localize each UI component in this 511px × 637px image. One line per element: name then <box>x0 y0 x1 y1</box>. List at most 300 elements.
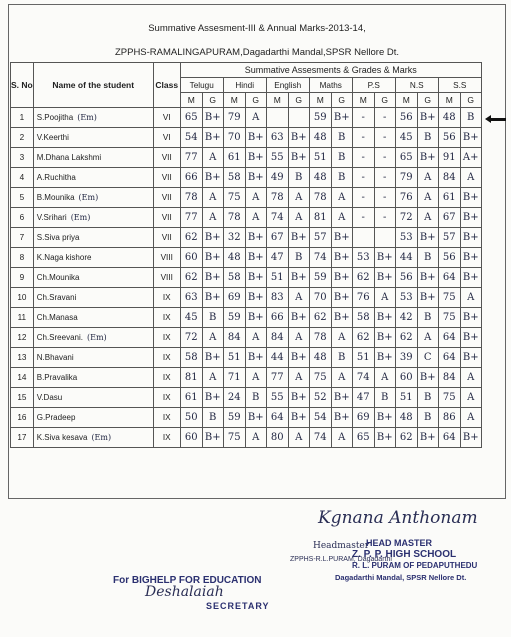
grade-cell: B+ <box>460 188 481 208</box>
grade-cell: B+ <box>374 268 395 288</box>
serial-number: 16 <box>11 408 34 428</box>
student-name: A.Ruchitha <box>36 173 76 182</box>
grade-cell: B+ <box>460 348 481 368</box>
marks-cell: - <box>352 108 374 128</box>
grade-cell: B+ <box>288 148 309 168</box>
grade-cell: B <box>374 388 395 408</box>
student-row <box>11 348 482 368</box>
marks-cell: 58 <box>352 308 374 328</box>
grade-cell: - <box>374 128 395 148</box>
student-name: V.Dasu <box>36 393 63 402</box>
marks-cell: 72 <box>180 328 202 348</box>
grade-cell: A <box>245 188 266 208</box>
serial-number: 4 <box>11 168 34 188</box>
student-name: K.Siva kesava <box>36 433 88 442</box>
student-name-cell <box>33 168 153 188</box>
serial-number: 17 <box>11 428 34 448</box>
student-name: V.Srihari <box>36 213 67 222</box>
student-row <box>11 388 482 408</box>
grade-cell: A <box>202 208 223 228</box>
class-cell: VII <box>153 148 180 168</box>
marks-cell: 51 <box>309 148 331 168</box>
marks-cell: 71 <box>223 368 245 388</box>
grade-cell: B+ <box>374 408 395 428</box>
grade-cell: A <box>245 368 266 388</box>
marks-cell: 48 <box>309 128 331 148</box>
grade-cell: A <box>288 288 309 308</box>
marks-cell: 75 <box>438 388 460 408</box>
marks-cell: 84 <box>266 328 288 348</box>
marks-cell: 53 <box>352 248 374 268</box>
marks-cell: 83 <box>266 288 288 308</box>
serial-number: 11 <box>11 308 34 328</box>
student-name-cell <box>33 128 153 148</box>
marks-cell: 81 <box>309 208 331 228</box>
marks-cell: 75 <box>438 288 460 308</box>
grade-cell <box>374 228 395 248</box>
marks-cell: 56 <box>438 128 460 148</box>
marks-cell: 69 <box>223 288 245 308</box>
marks-cell: 78 <box>180 188 202 208</box>
student-name-cell <box>33 268 153 288</box>
grade-cell: A <box>417 168 438 188</box>
student-name-cell <box>33 308 153 328</box>
marks-cell: 51 <box>395 388 417 408</box>
headmaster-signature: Kgnana Anthonam <box>318 508 478 528</box>
marks-cell: 62 <box>352 268 374 288</box>
grade-cell: A <box>288 428 309 448</box>
marks-cell: 55 <box>266 388 288 408</box>
grade-cell: - <box>374 188 395 208</box>
grade-cell: B+ <box>202 388 223 408</box>
class-cell: IX <box>153 348 180 368</box>
marks-cell: 62 <box>180 268 202 288</box>
grade-cell: A <box>288 208 309 228</box>
medium-note: (Em) <box>78 193 99 202</box>
student-row <box>11 368 482 388</box>
class-cell: IX <box>153 308 180 328</box>
marks-cell: - <box>352 148 374 168</box>
marks-column-header: M <box>223 93 245 108</box>
marks-cell: 61 <box>180 388 202 408</box>
marks-cell: 64 <box>438 328 460 348</box>
serial-number: 15 <box>11 388 34 408</box>
student-name-cell <box>33 388 153 408</box>
group-header: Summative Assesments & Grades & Marks <box>180 63 481 78</box>
grade-cell: A <box>460 388 481 408</box>
student-row <box>11 208 482 228</box>
marks-cell: 62 <box>309 308 331 328</box>
serial-number: 5 <box>11 188 34 208</box>
student-row <box>11 228 482 248</box>
class-cell: VI <box>153 128 180 148</box>
grade-cell: B+ <box>374 248 395 268</box>
marks-cell: 45 <box>180 308 202 328</box>
serial-number: 2 <box>11 128 34 148</box>
grade-cell: B+ <box>288 348 309 368</box>
grade-cell: A <box>331 368 352 388</box>
student-name-cell <box>33 408 153 428</box>
marks-column-header: M <box>352 93 374 108</box>
marks-column-header: M <box>438 93 460 108</box>
grade-cell: A <box>245 328 266 348</box>
marks-cell: 77 <box>180 208 202 228</box>
student-name-cell <box>33 248 153 268</box>
grade-column-header: G <box>374 93 395 108</box>
grade-cell: B+ <box>245 268 266 288</box>
serial-number: 8 <box>11 248 34 268</box>
grade-cell: B <box>331 348 352 368</box>
marks-cell: 76 <box>395 188 417 208</box>
grade-cell: B+ <box>202 428 223 448</box>
grade-cell: A <box>331 328 352 348</box>
student-name: Ch.Sreevani. <box>36 333 83 342</box>
grade-cell: B+ <box>417 108 438 128</box>
marks-cell: 45 <box>395 128 417 148</box>
grade-cell: B+ <box>417 368 438 388</box>
marks-cell: 86 <box>438 408 460 428</box>
subject-header: Maths <box>309 78 352 93</box>
grade-cell: A <box>245 108 266 128</box>
grade-cell: B <box>417 408 438 428</box>
student-name-cell <box>33 368 153 388</box>
marks-cell: 51 <box>266 268 288 288</box>
marks-cell: 48 <box>223 248 245 268</box>
grade-cell: A <box>202 148 223 168</box>
student-name-cell <box>33 208 153 228</box>
student-row <box>11 428 482 448</box>
marks-cell: 84 <box>438 368 460 388</box>
grade-cell: B+ <box>288 308 309 328</box>
grade-column-header: G <box>245 93 266 108</box>
marks-cell: 79 <box>395 168 417 188</box>
grade-cell: A <box>460 408 481 428</box>
marks-cell: 49 <box>266 168 288 188</box>
marks-cell: 84 <box>438 168 460 188</box>
grade-column-header: G <box>331 93 352 108</box>
grade-cell: B+ <box>417 228 438 248</box>
grade-cell: B+ <box>460 228 481 248</box>
subject-header: P.S <box>352 78 395 93</box>
marks-column-header: M <box>266 93 288 108</box>
marks-cell: 69 <box>352 408 374 428</box>
marks-cell: 51 <box>223 348 245 368</box>
grade-cell: B+ <box>202 228 223 248</box>
grade-cell: A <box>202 328 223 348</box>
marks-cell: 60 <box>395 368 417 388</box>
marks-cell: 58 <box>180 348 202 368</box>
student-name-cell <box>33 348 153 368</box>
marks-cell: 39 <box>395 348 417 368</box>
grade-cell: A <box>374 288 395 308</box>
grade-column-header: G <box>202 93 223 108</box>
marks-cell: 61 <box>438 188 460 208</box>
marks-cell: 62 <box>352 328 374 348</box>
marks-cell: 62 <box>395 428 417 448</box>
grade-cell: B+ <box>331 408 352 428</box>
grade-cell: B+ <box>374 308 395 328</box>
student-name: N.Bhavani <box>36 353 74 362</box>
marks-cell: 64 <box>438 348 460 368</box>
grade-cell: B+ <box>460 268 481 288</box>
class-cell: VIII <box>153 248 180 268</box>
medium-note: (Em) <box>70 213 91 222</box>
marks-cell: - <box>352 128 374 148</box>
grade-cell: B+ <box>288 268 309 288</box>
grade-cell: B+ <box>331 228 352 248</box>
marks-cell: 47 <box>266 248 288 268</box>
marks-cell: 59 <box>309 108 331 128</box>
secretary-signature: Deshalaiah <box>145 584 224 600</box>
student-row <box>11 108 482 128</box>
grade-cell: B+ <box>202 268 223 288</box>
marks-cell: 70 <box>223 128 245 148</box>
student-name: V.Keerthi <box>36 133 69 142</box>
grade-cell: A <box>417 328 438 348</box>
grade-cell: A <box>288 328 309 348</box>
student-row <box>11 328 482 348</box>
grade-cell <box>288 108 309 128</box>
grade-cell: A <box>417 208 438 228</box>
grade-column-header: G <box>417 93 438 108</box>
grade-cell: B+ <box>245 148 266 168</box>
grade-cell: A <box>245 208 266 228</box>
marks-cell: 75 <box>223 188 245 208</box>
marks-cell: 70 <box>309 288 331 308</box>
grade-cell: B <box>417 308 438 328</box>
marks-table <box>10 62 482 448</box>
marks-table-body <box>11 108 482 448</box>
subject-header: Hindi <box>223 78 266 93</box>
student-row <box>11 308 482 328</box>
grade-cell: A <box>288 188 309 208</box>
student-name-cell <box>33 108 153 128</box>
grade-cell: B+ <box>417 268 438 288</box>
marks-cell: 77 <box>266 368 288 388</box>
marks-column-header: M <box>180 93 202 108</box>
grade-cell: B+ <box>460 208 481 228</box>
stamp-line3: R. L. PURAM OF PEDAPUTHEDU <box>352 561 478 570</box>
grade-cell: B <box>417 248 438 268</box>
marks-cell: 66 <box>266 308 288 328</box>
grade-cell: A <box>417 188 438 208</box>
serial-number: 6 <box>11 208 34 228</box>
grade-cell: - <box>374 108 395 128</box>
marks-cell: 64 <box>438 268 460 288</box>
grade-cell: B+ <box>374 328 395 348</box>
student-name-cell <box>33 228 153 248</box>
grade-cell: B+ <box>331 308 352 328</box>
class-cell: IX <box>153 428 180 448</box>
marks-cell: 74 <box>352 368 374 388</box>
grade-cell: B+ <box>202 168 223 188</box>
student-name: K.Naga kishore <box>36 253 92 262</box>
marks-cell: 72 <box>395 208 417 228</box>
grade-cell: - <box>374 148 395 168</box>
grade-cell: B+ <box>331 268 352 288</box>
subject-header: S.S <box>438 78 481 93</box>
marks-column-header: M <box>395 93 417 108</box>
class-cell: VII <box>153 228 180 248</box>
class-cell: IX <box>153 288 180 308</box>
grade-cell: B+ <box>460 428 481 448</box>
medium-note: (Em) <box>91 433 112 442</box>
marks-cell: 59 <box>223 308 245 328</box>
marks-cell: 57 <box>309 228 331 248</box>
marks-column-header: M <box>309 93 331 108</box>
student-name-cell <box>33 328 153 348</box>
marks-cell: - <box>352 208 374 228</box>
grade-cell: C <box>417 348 438 368</box>
grade-cell: B+ <box>460 248 481 268</box>
col-sno-header: S. No <box>11 63 34 108</box>
student-name: G.Pradeep <box>36 413 76 422</box>
class-cell: IX <box>153 388 180 408</box>
grade-cell: B+ <box>460 328 481 348</box>
marks-cell: 59 <box>223 408 245 428</box>
grade-cell: B+ <box>245 408 266 428</box>
marks-cell: 84 <box>223 328 245 348</box>
student-row <box>11 188 482 208</box>
marks-cell: 75 <box>309 368 331 388</box>
grade-cell: B <box>417 388 438 408</box>
grade-cell: B <box>245 388 266 408</box>
marks-cell: 51 <box>352 348 374 368</box>
marks-cell: 59 <box>309 268 331 288</box>
grade-column-header: G <box>460 93 481 108</box>
class-cell: IX <box>153 328 180 348</box>
marks-cell: 74 <box>309 428 331 448</box>
serial-number: 13 <box>11 348 34 368</box>
marks-cell: - <box>352 168 374 188</box>
student-name: Ch.Manasa <box>36 313 78 322</box>
grade-cell: B+ <box>202 288 223 308</box>
medium-note: (Em) <box>77 113 97 122</box>
marks-cell: 63 <box>180 288 202 308</box>
student-name: S.Poojitha <box>36 113 74 122</box>
grade-cell: B+ <box>288 388 309 408</box>
arrow-mark <box>490 118 506 121</box>
marks-cell: 58 <box>223 268 245 288</box>
secretary-label: SECRETARY <box>206 601 270 611</box>
grade-cell: B+ <box>245 228 266 248</box>
grade-cell: B <box>331 148 352 168</box>
grade-cell: B <box>331 128 352 148</box>
marks-cell: 48 <box>438 108 460 128</box>
grade-cell: B+ <box>417 148 438 168</box>
marks-cell: 56 <box>438 248 460 268</box>
sheet-title: Summative Assesment-III & Annual Marks-2013-14, <box>148 23 366 34</box>
marks-cell: 42 <box>395 308 417 328</box>
grade-cell: B+ <box>202 128 223 148</box>
serial-number: 9 <box>11 268 34 288</box>
marks-cell: 62 <box>395 328 417 348</box>
marks-cell: 77 <box>180 148 202 168</box>
marks-cell: 57 <box>438 228 460 248</box>
marks-cell: 81 <box>180 368 202 388</box>
grade-cell: A <box>331 208 352 228</box>
marks-cell: 50 <box>180 408 202 428</box>
col-class-header: Class <box>153 63 180 108</box>
grade-cell: A+ <box>460 148 481 168</box>
marks-cell: 65 <box>180 108 202 128</box>
marks-cell: 47 <box>352 388 374 408</box>
marks-cell: 54 <box>180 128 202 148</box>
marks-cell: 78 <box>309 188 331 208</box>
marks-cell: 52 <box>309 388 331 408</box>
serial-number: 3 <box>11 148 34 168</box>
grade-cell: B+ <box>460 128 481 148</box>
class-cell: IX <box>153 408 180 428</box>
serial-number: 1 <box>11 108 34 128</box>
marks-cell: 32 <box>223 228 245 248</box>
marks-cell: 53 <box>395 228 417 248</box>
class-cell: VII <box>153 168 180 188</box>
grade-cell: A <box>460 168 481 188</box>
serial-number: 14 <box>11 368 34 388</box>
marks-cell: 75 <box>438 308 460 328</box>
student-name-cell <box>33 148 153 168</box>
grade-cell: B+ <box>288 128 309 148</box>
marks-cell: 48 <box>395 408 417 428</box>
student-row <box>11 168 482 188</box>
grade-cell: B+ <box>202 348 223 368</box>
grade-cell: B+ <box>417 288 438 308</box>
grade-cell: A <box>245 428 266 448</box>
class-cell: IX <box>153 368 180 388</box>
grade-cell: A <box>202 368 223 388</box>
grade-cell: A <box>202 188 223 208</box>
grade-cell: B <box>288 168 309 188</box>
marks-cell: 53 <box>395 288 417 308</box>
student-row <box>11 408 482 428</box>
student-name-cell <box>33 188 153 208</box>
headmaster-written: Headmaster <box>313 541 370 551</box>
grade-cell: A <box>460 288 481 308</box>
subject-header: N.S <box>395 78 438 93</box>
medium-note: (Em) <box>86 333 107 342</box>
grade-cell: B+ <box>245 128 266 148</box>
subject-header: English <box>266 78 309 93</box>
stamp-line2: Z. P. P. HIGH SCHOOL <box>352 549 457 560</box>
grade-cell: B+ <box>374 428 395 448</box>
subject-header: Telugu <box>180 78 223 93</box>
student-row <box>11 268 482 288</box>
grade-cell: B <box>417 128 438 148</box>
marks-cell: 75 <box>223 428 245 448</box>
grade-cell: B+ <box>245 348 266 368</box>
student-name: S.Siva priya <box>36 233 80 242</box>
student-name: Ch.Mounika <box>36 273 80 282</box>
student-row <box>11 248 482 268</box>
grade-cell: B+ <box>288 228 309 248</box>
class-cell: VII <box>153 208 180 228</box>
marks-cell: 78 <box>266 188 288 208</box>
class-cell: VIII <box>153 268 180 288</box>
student-name: B.Mounika <box>36 193 75 202</box>
grade-cell: B+ <box>331 388 352 408</box>
grade-cell: B+ <box>374 348 395 368</box>
marks-cell: 54 <box>309 408 331 428</box>
marks-cell: 64 <box>438 428 460 448</box>
marks-cell: 78 <box>223 208 245 228</box>
grade-cell: B <box>460 108 481 128</box>
grade-cell: - <box>374 168 395 188</box>
grade-cell: B <box>331 168 352 188</box>
serial-number: 7 <box>11 228 34 248</box>
grade-cell: A <box>374 368 395 388</box>
marks-cell: 64 <box>266 408 288 428</box>
